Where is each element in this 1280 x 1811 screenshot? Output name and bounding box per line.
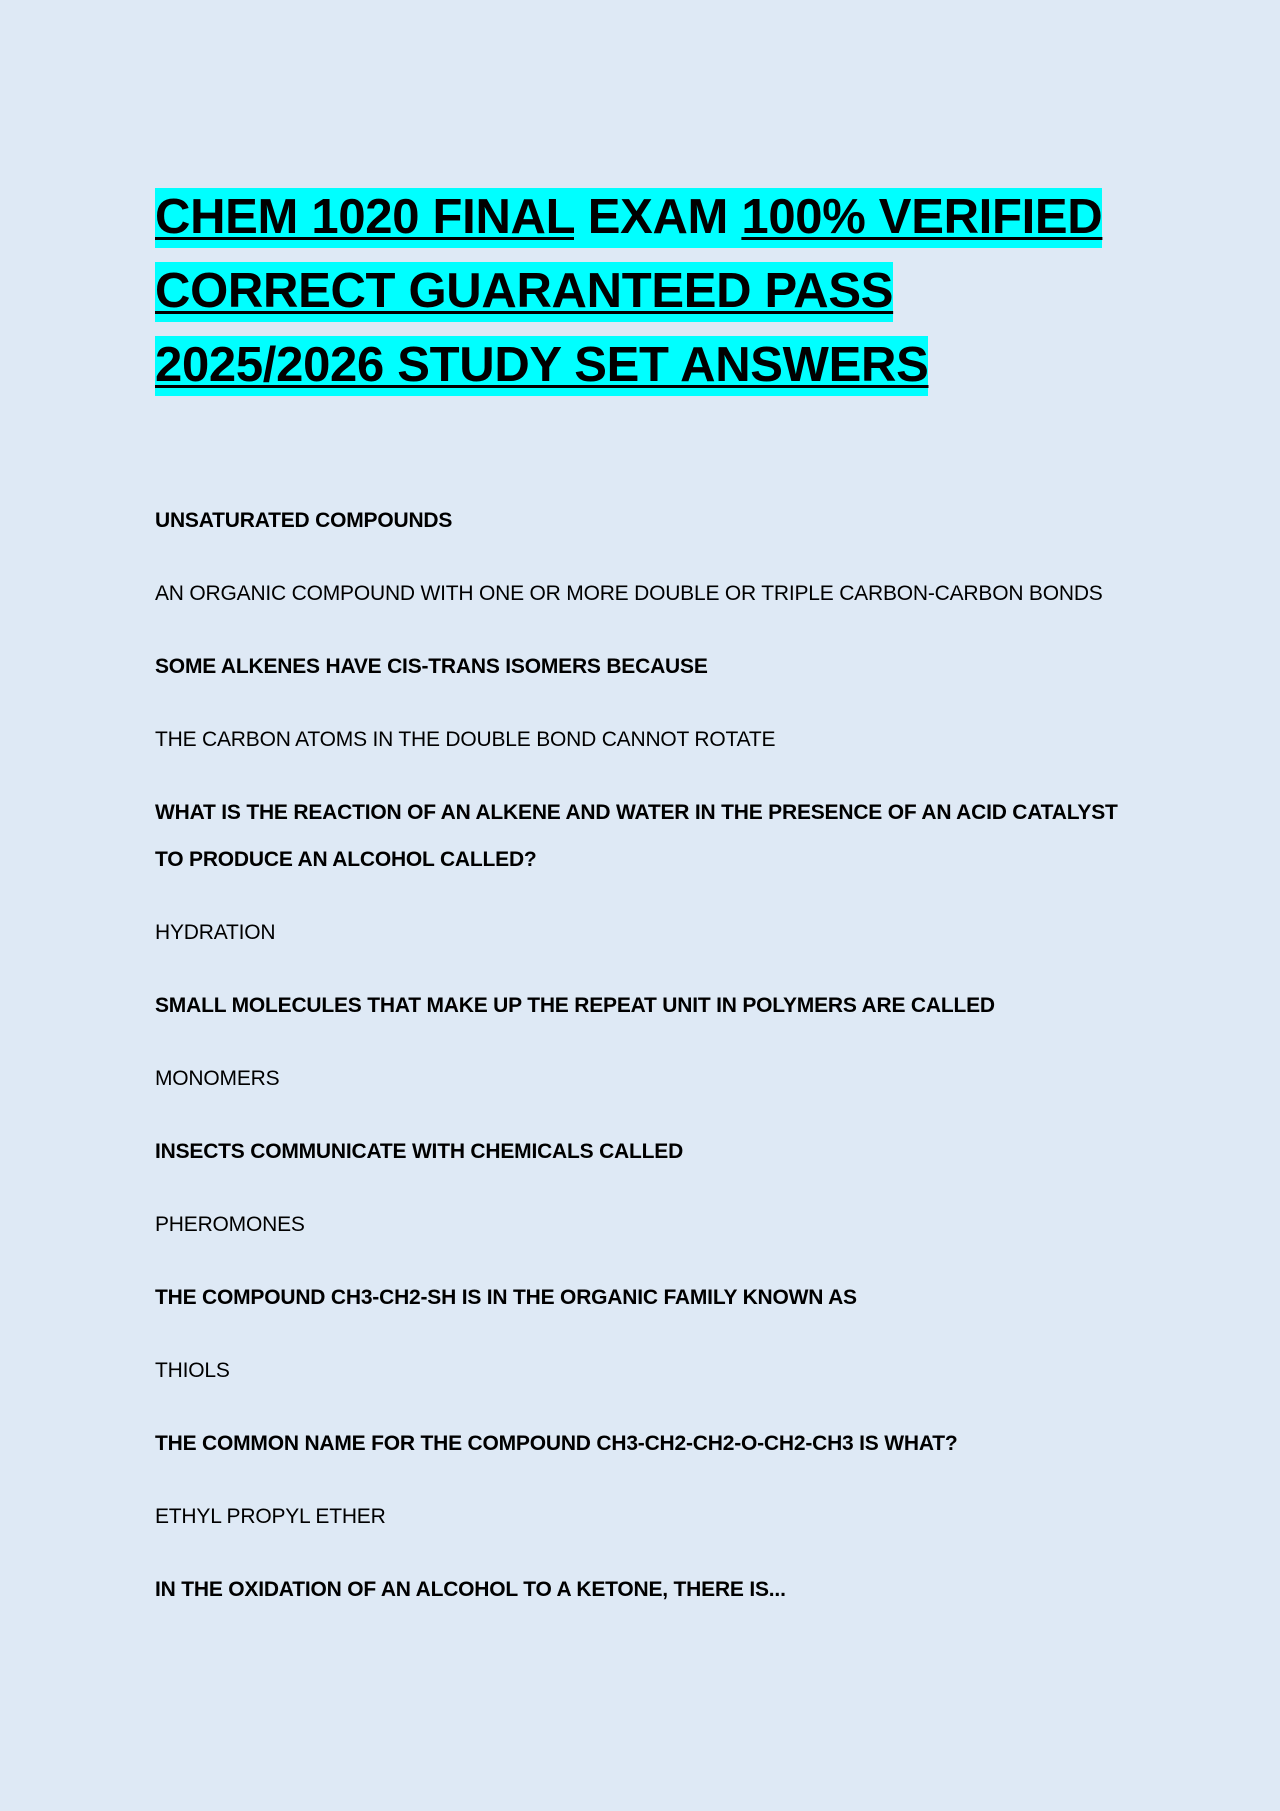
spacer bbox=[155, 763, 1135, 789]
question-text: THE COMPOUND CH3-CH2-SH IS IN THE ORGANIC FAMILY KNOWN AS bbox=[155, 1286, 857, 1309]
spacer bbox=[155, 617, 1135, 643]
answer-text: ETHYL PROPYL ETHER bbox=[155, 1505, 386, 1528]
spacer bbox=[155, 1175, 1135, 1201]
spacer bbox=[155, 1321, 1135, 1347]
spacer bbox=[155, 544, 1135, 570]
title-part: CHEM 1020 FINAL bbox=[155, 188, 574, 248]
title-part: EXAM bbox=[574, 188, 741, 248]
answer-text: PHEROMONES bbox=[155, 1213, 305, 1236]
question-text: INSECTS COMMUNICATE WITH CHEMICALS CALLED bbox=[155, 1140, 684, 1163]
title-part: 100% VERIFIED CORRECT GUARANTEED PASS 2025/2026 STUDY SET ANSWERS bbox=[155, 188, 1102, 396]
document-title bbox=[155, 180, 1135, 402]
spacer bbox=[155, 1102, 1135, 1128]
qa-list bbox=[155, 497, 1135, 1613]
spacer bbox=[155, 956, 1135, 982]
answer-text: MONOMERS bbox=[155, 1067, 280, 1090]
spacer bbox=[155, 883, 1135, 909]
question-text: THE COMMON NAME FOR THE COMPOUND CH3-CH2-CH2-O-CH2-CH3 IS WHAT? bbox=[155, 1432, 958, 1455]
question-text: SOME ALKENES HAVE CIS-TRANS ISOMERS BECAUSE bbox=[155, 655, 708, 678]
answer-text: THE CARBON ATOMS IN THE DOUBLE BOND CANNOT ROTATE bbox=[155, 728, 776, 751]
document-page bbox=[155, 180, 1135, 1601]
spacer bbox=[155, 690, 1135, 716]
spacer bbox=[155, 1248, 1135, 1274]
answer-text: HYDRATION bbox=[155, 921, 276, 944]
question-text: SMALL MOLECULES THAT MAKE UP THE REPEAT UNIT IN POLYMERS ARE CALLED bbox=[155, 994, 995, 1017]
question-text: UNSATURATED COMPOUNDS bbox=[155, 509, 453, 532]
question-text: IN THE OXIDATION OF AN ALCOHOL TO A KETONE, THERE IS... bbox=[155, 1578, 786, 1601]
question-text: WHAT IS THE REACTION OF AN ALKENE AND WATER IN THE PRESENCE OF AN ACID CATALYST TO PRODUCE AN ALCOHOL CALLED? bbox=[155, 801, 1118, 871]
spacer bbox=[155, 1394, 1135, 1420]
answer-text: AN ORGANIC COMPOUND WITH ONE OR MORE DOUBLE OR TRIPLE CARBON-CARBON BONDS bbox=[155, 582, 1103, 605]
spacer bbox=[155, 1540, 1135, 1566]
spacer bbox=[155, 1029, 1135, 1055]
spacer bbox=[155, 1467, 1135, 1493]
answer-text: THIOLS bbox=[155, 1359, 230, 1382]
